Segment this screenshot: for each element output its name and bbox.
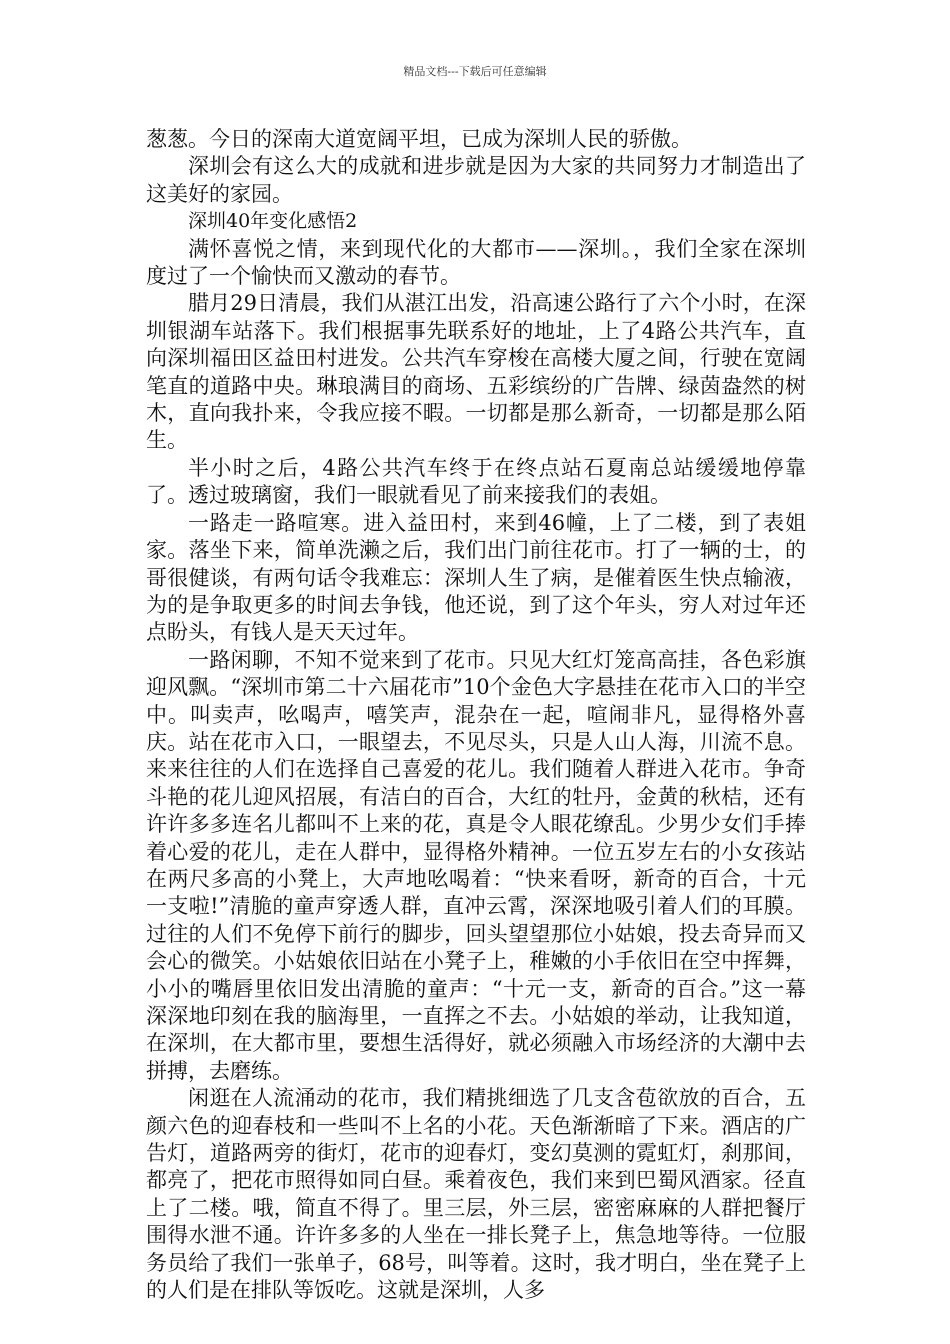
paragraph: 腊月29日清晨，我们从湛江出发，沿高速公路行了六个小时，在深圳银湖车站落下。我们根据事先联系好的地址，上了4路公共汽车，直向深圳福田区益田村进发。公共汽车穿梭在高楼大厦之间，行驶在宽阔笔直的道路中央。琳琅满目的商场、五彩缤纷的广告牌、绿茵盎然的树木，直向我扑来，令我应接不暇。一切都是那么新奇，一切都是那么陌生。 — [146, 291, 806, 453]
paragraph: 半小时之后，4路公共汽车终于在终点站石夏南总站缓缓地停靠了。透过玻璃窗，我们一眼就看见了前来接我们的表姐。 — [146, 455, 806, 508]
paragraph: 一路闲聊，不知不觉来到了花市。只见大红灯笼高高挂，各色彩旗迎风飘。“深圳市第二十六届花市”10个金色大字悬挂在花市入口的半空中。叫卖声，吆喝声，嘻笑声，混杂在一起，喧闹非凡，显得格外喜庆。站在花市入口，一眼望去，不见尽头，只是人山人海，川流不息。来来往往的人们在选择自己喜爱的花儿。我们随着人群进入花市。争奇斗艳的花儿迎风招展，有洁白的百合，大红的牡丹，金黄的秋桔，还有许许多多连名儿都叫不上来的花，真是令人眼花缭乱。少男少女们手捧着心爱的花儿，走在人群中，显得格外精神。一位五岁左右的小女孩站在两尺多高的小凳上，大声地吆喝着：“快来看呀，新奇的百合，十元一支啦!”清脆的童声穿透人群，直冲云霄，深深地吸引着人们的耳膜。过往的人们不免停下前行的脚步，回头望望那位小姑娘，投去奇异而又会心的微笑。小姑娘依旧站在小凳子上，稚嫩的小手依旧在空中挥舞，小小的嘴唇里依旧发出清脆的童声：“十元一支，新奇的百合。”这一幕深深地印刻在我的脑海里，一直挥之不去。小姑娘的举动，让我知道，在深圳，在大都市里，要想生活得好，就必须融入市场经济的大潮中去拼搏，去磨练。 — [146, 647, 806, 1083]
paragraph: 深圳会有这么大的成就和进步就是因为大家的共同努力才制造出了这美好的家园。 — [146, 154, 806, 206]
paragraph: 一路走一路喧寒。进入益田村，来到46幢，上了二楼，到了表姐家。落坐下来，简单洗濑之后，我们出门前往花市。打了一辆的士，的哥很健谈，有两句话令我难忘：深圳人生了病，是催着医生快点输液，为的是争取更多的时间去争钱，他还说，到了这个年头，穷人对过年还点盼头，有钱人是天天过年。 — [146, 510, 806, 645]
section-heading: 深圳40年变化感悟2 — [188, 210, 358, 233]
paragraph: 闲逛在人流涌动的花市，我们精挑细选了几支含苞欲放的百合，五颜六色的迎春枝和一些叫不上名的小花。天色渐渐暗了下来。酒店的广告灯，道路两旁的街灯，花市的迎春灯，变幻莫测的霓虹灯，刹那间，都亮了，把花市照得如同白昼。乘着夜色，我们来到巴蜀风酒家。径直上了二楼。哦，简直不得了。里三层，外三层，密密麻麻的人群把餐厅围得水泄不通。许许多多的人坐在一排长凳子上，焦急地等待。一位服务员给了我们一张单子，68号，叫等着。这时，我才明白，坐在凳子上的人们是在排队等饭吃。这就是深圳，人多 — [146, 1086, 806, 1303]
document-body — [146, 126, 806, 1304]
paragraph-continuation: 葱葱。今日的深南大道宽阔平坦，已成为深圳人民的骄傲。 — [146, 127, 692, 151]
page-header: 精品文档---下载后可任意编辑 — [403, 65, 547, 78]
paragraph: 满怀喜悦之情，来到现代化的大都市——深圳。，我们全家在深圳度过了一个愉快而又激动的春节。 — [146, 236, 806, 289]
